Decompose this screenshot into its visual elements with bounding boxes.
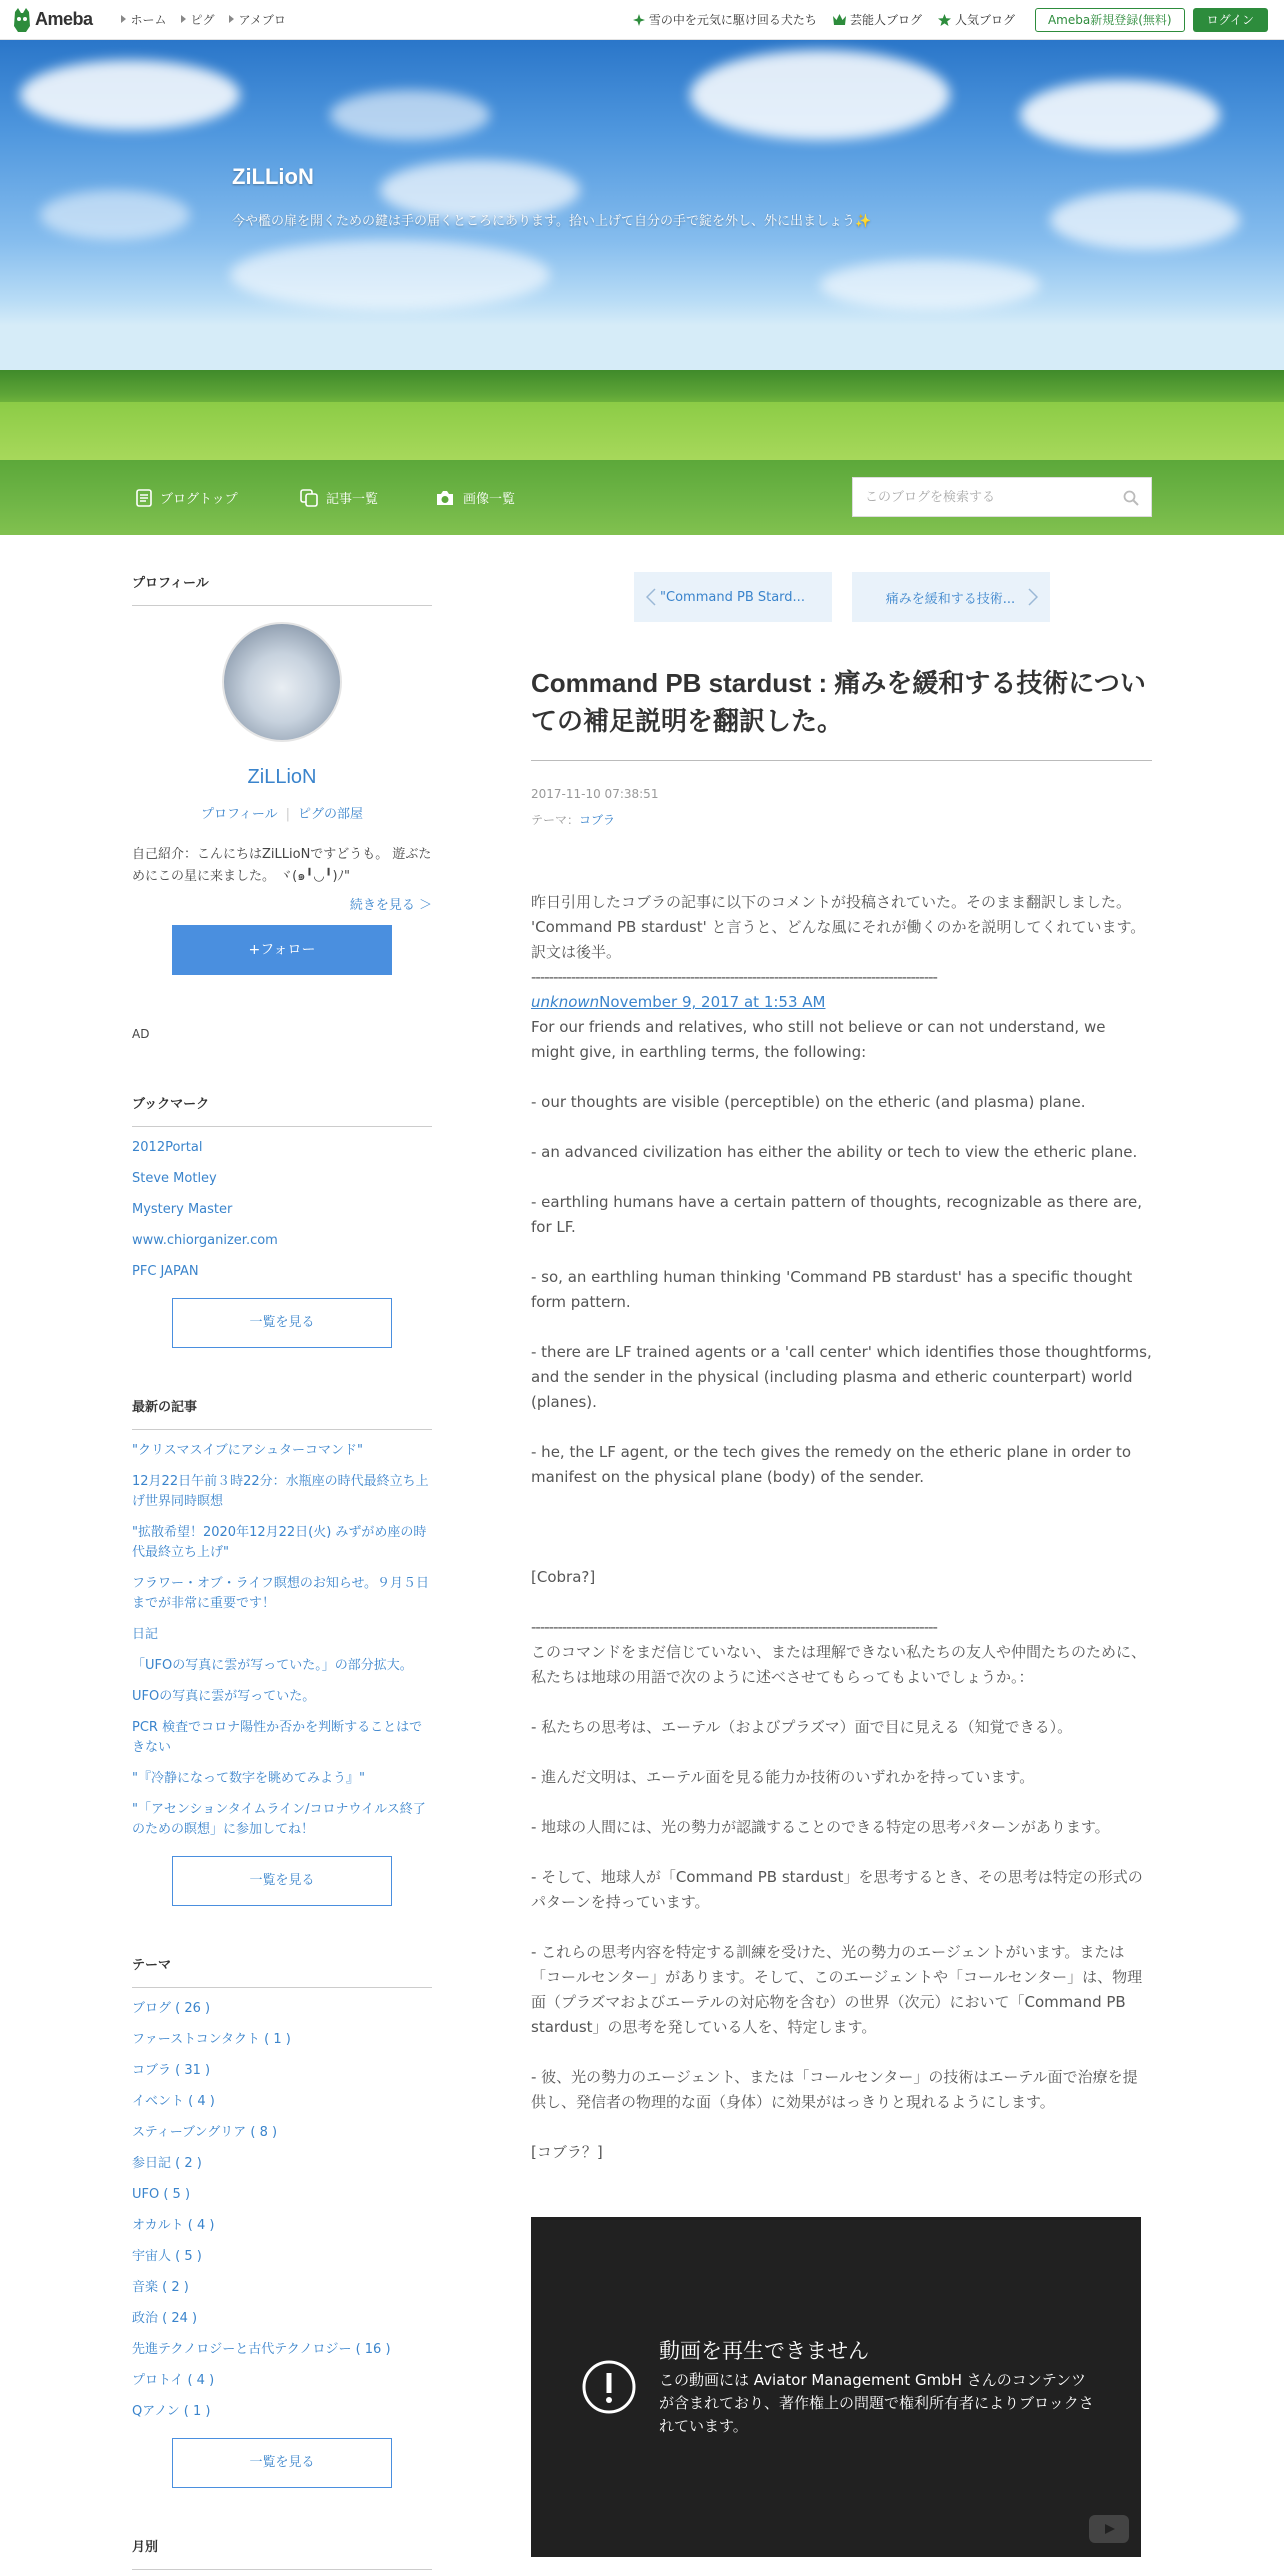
spacer: [531, 2115, 1152, 2140]
recent-article-link[interactable]: "クリスマスイブにアシュターコマンド": [132, 1443, 364, 1458]
comment-user-link[interactable]: unknown: [531, 993, 600, 1011]
bookmark-item[interactable]: Mystery Master: [132, 1202, 233, 1217]
blog-nav: [0, 460, 1284, 535]
theme-link[interactable]: ファーストコンタクト ( 1 ): [132, 2032, 291, 2047]
ameba-logo[interactable]: [12, 8, 93, 32]
bookmark-item[interactable]: Steve Motley: [132, 1171, 217, 1186]
profile-intro: 自己紹介：こんにちはZiLLioNですどうも。 遊ぶためにこの星に来ました。 ヾ(๑╹◡╹)ﾉ": [132, 847, 432, 884]
title-divider: [531, 760, 1152, 761]
ameba-mascot-icon: [12, 8, 32, 32]
copy-icon: [300, 489, 318, 507]
article-date: 2017-11-10 07:38:51: [531, 787, 659, 801]
chevron-left-icon: [646, 588, 656, 606]
recent-article-link[interactable]: フラワー・オブ・ライフ瞑想のお知らせ。９月５日までが非常に重要です！: [132, 1576, 430, 1611]
sky-cloud: [1020, 80, 1220, 150]
spacer: [531, 1540, 1152, 1565]
recent-article-link[interactable]: "『冷静になって数字を眺めてみよう』": [132, 1771, 365, 1786]
pig-room-link[interactable]: ピグの部屋: [298, 807, 364, 822]
recent-list: [132, 1441, 432, 1840]
nav-image-list-label: 画像一覧: [463, 492, 516, 507]
follow-button[interactable]: +フォロー: [172, 925, 392, 975]
profile-link[interactable]: プロフィール: [200, 807, 278, 822]
paragraph: - so, an earthling human thinking 'Command PB stardust' has a specific thought form pattern.: [531, 1268, 1133, 1311]
link-featured-topic[interactable]: [633, 11, 817, 28]
nav-ameblo[interactable]: アメブロ: [229, 11, 286, 28]
spacer: [531, 1590, 1152, 1615]
video-error-title: 動画を再生できません: [659, 2339, 869, 2363]
recent-heading: 最新の記事: [132, 1396, 432, 1430]
paragraph: - これらの思考内容を特定する訓練を受けた、光の勢力のエージェントがいます。または「コールセンター」があります。そして、このエージェントや「コールセンター」は、物理面（プラズマおよびエーテルの対応物を含む）の世界（次元）において「Command PB stardust」の思考を発している人を、特定します。: [531, 1943, 1143, 2036]
theme-prefix: テーマ：: [531, 813, 580, 827]
camera-icon: [435, 490, 455, 506]
monthly-heading: 月別: [132, 2536, 432, 2570]
theme-link[interactable]: オカルト ( 4 ): [132, 2218, 215, 2233]
recent-article-link[interactable]: UFOの写真に雲が写っていた。: [132, 1689, 316, 1704]
theme-link[interactable]: ブログ ( 26 ): [132, 2001, 211, 2016]
spacer: [531, 1740, 1152, 1765]
spacer: [531, 1790, 1152, 1815]
sky-cloud: [230, 240, 550, 310]
paragraph: - 私たちの思考は、エーテル（およびプラズマ）面で目に見える（知覚できる）。: [531, 1718, 1073, 1736]
link-popular-blogs[interactable]: [938, 11, 1015, 28]
theme-link[interactable]: イベント ( 4 ): [132, 2094, 215, 2109]
popular-blogs-label: 人気ブログ: [954, 13, 1015, 27]
theme-link[interactable]: プロトイ ( 4 ): [132, 2373, 215, 2388]
recent-article-link[interactable]: "「アセンションタイムライン/コロナウイルス終了のための瞑想」に参加してね！: [132, 1802, 426, 1837]
paragraph: - he, the LF agent, or the tech gives the remedy on the etheric plane in order to manifest on the physical plane (body) of the sender.: [531, 1443, 1132, 1486]
paragraph: - 彼、光の勢力のエージェント、または「コールセンター」の技術はエーテル面で治療を提供し、発信者の物理的な面（身体）に効果がはっきりと現れるようにします。: [531, 2068, 1138, 2111]
theme-see-all-button[interactable]: 一覧を見る: [172, 2438, 392, 2488]
next-article-button[interactable]: [852, 572, 1050, 622]
theme-link[interactable]: コブラ: [579, 813, 616, 827]
spacer: [531, 1165, 1152, 1190]
sky-cloud: [820, 260, 1040, 310]
theme-link[interactable]: 音楽 ( 2 ): [132, 2280, 189, 2295]
paragraph: - earthling humans have a certain pattern of thoughts, recognizable as there are, for LF.: [531, 1193, 1143, 1236]
nav-image-list[interactable]: [435, 488, 515, 507]
comment-date-link[interactable]: November 9, 2017 at 1:53 AM: [599, 993, 826, 1011]
paragraph: - 進んだ文明は、エーテル面を見る能力か技術のいずれかを持っています。: [531, 1768, 1035, 1786]
logo-text: Ameba: [35, 9, 93, 29]
profile-heading: プロフィール: [132, 572, 432, 606]
paragraph: - there are LF trained agents or a 'call center' which identifies those thoughtforms, and the sender in the physical (including plasma and etheric counterpart) world (planes).: [531, 1343, 1152, 1411]
spacer: [531, 1065, 1152, 1090]
theme-link[interactable]: UFO ( 5 ): [132, 2187, 191, 2202]
separator: |: [285, 807, 291, 822]
clover-icon: [633, 14, 645, 26]
profile-links: [132, 803, 432, 822]
theme-link[interactable]: 参日記 ( 2 ): [132, 2156, 202, 2171]
nav-pig[interactable]: ピグ: [181, 11, 215, 28]
comment-meta: [531, 990, 1152, 1015]
spacer: [531, 1515, 1152, 1540]
crown-icon: [833, 14, 846, 25]
paragraph: 'Command PB stardust' と言うと、どんな風にそれが働くのかを説明してくれています。訳文は後半。: [531, 918, 1146, 961]
dashed-separator: --------------------------------------------------------------------------------------------: [531, 968, 937, 986]
chevron-right-icon: [1028, 588, 1038, 606]
sky-cloud: [40, 190, 190, 240]
recent-article-link[interactable]: 「UFOの写真に雲が写っていた。」の部分拡大。: [132, 1658, 413, 1673]
spacer: [531, 1315, 1152, 1340]
recent-article-link[interactable]: PCR 検査でコロナ陽性か否かを判断することはできない: [132, 1720, 423, 1755]
spacer: [531, 1115, 1152, 1140]
theme-link[interactable]: スティーブングリア ( 8 ): [132, 2125, 278, 2140]
theme-list: [132, 1999, 432, 2422]
profile-name[interactable]: ZiLLioN: [247, 766, 317, 788]
spacer: [531, 1415, 1152, 1440]
nav-blog-top[interactable]: [136, 488, 238, 507]
spacer: [531, 2040, 1152, 2065]
sky-cloud: [330, 90, 490, 140]
spacer: [531, 1690, 1152, 1715]
star-icon: [938, 14, 951, 26]
global-header: [0, 0, 1284, 40]
spacer: [531, 1490, 1152, 1515]
next-article-label: 痛みを緩和する技術...: [885, 591, 1016, 607]
paragraph: [Cobra?]: [531, 1568, 596, 1586]
bookmark-see-all-button[interactable]: 一覧を見る: [172, 1298, 392, 1348]
paragraph: 昨日引用したコブラの記事に以下のコメントが投稿されていた。そのまま翻訳しました。: [531, 893, 1132, 911]
blog-title[interactable]: ZiLLioN: [232, 164, 314, 189]
document-icon: [136, 489, 152, 507]
theme-link[interactable]: コブラ ( 31 ): [132, 2063, 211, 2078]
paragraph: [コブラ？]: [531, 2143, 603, 2161]
recent-see-all-button[interactable]: 一覧を見る: [172, 1856, 392, 1906]
search-icon[interactable]: [1123, 490, 1139, 506]
sidebar: [132, 572, 432, 2570]
avatar[interactable]: [222, 622, 342, 742]
featured-topic-label: 雪の中を元気に駆け回る犬たち: [648, 13, 817, 27]
paragraph: このコマンドをまだ信じていない、または理解できない私たちの友人や仲間たちのために、私たちは地球の用語で次のように述べさせてもらってもよいでしょうか。：: [531, 1643, 1147, 1686]
paragraph: For our friends and relatives, who still not believe or can not understand, we might give, in earthling terms, the following:: [531, 1018, 1106, 1061]
recent-article-link[interactable]: 12月22日午前３時22分：水瓶座の時代最終立ち上げ世界同時瞑想: [132, 1474, 429, 1509]
paragraph: - そして、地球人が「Command PB stardust」を思考するとき、その思考は特定の形式のパターンを持っています。: [531, 1868, 1143, 1911]
nav-blog-top-label: ブログトップ: [160, 492, 238, 507]
ad-label: AD: [132, 1027, 150, 1041]
article-body: [531, 890, 1152, 2165]
nav-article-list-label: 記事一覧: [326, 492, 379, 507]
sky-cloud: [1050, 190, 1240, 250]
sky-cloud: [20, 60, 240, 130]
nav-home[interactable]: ホーム: [121, 11, 167, 28]
theme-link[interactable]: Qアノン ( 1 ): [132, 2404, 211, 2419]
global-nav: [107, 11, 286, 28]
bookmark-list: [132, 1138, 432, 1282]
article-theme: [531, 811, 1152, 828]
theme-link[interactable]: 先進テクノロジーと古代テクノロジー ( 16 ): [132, 2342, 391, 2357]
login-button[interactable]: ログイン: [1193, 8, 1268, 32]
bookmark-item[interactable]: www.chiorganizer.com: [132, 1233, 278, 1248]
recent-article-link[interactable]: "拡散希望！2020年12月22日(火) みずがめ座の時代最終立ち上げ": [132, 1525, 427, 1560]
grass-field: [0, 402, 1284, 460]
spacer: [531, 1915, 1152, 1940]
paragraph: - 地球の人間には、光の勢力が認識することのできる特定の思考パターンがあります。: [531, 1818, 1110, 1836]
sky-cloud: [690, 50, 950, 140]
theme-heading: テーマ: [132, 1954, 432, 1988]
theme-link[interactable]: 政治 ( 24 ): [132, 2311, 198, 2326]
blog-search-input[interactable]: [865, 490, 1105, 505]
article-title: Command PB stardust : 痛みを緩和する技術についての補足説明を翻訳した。: [531, 668, 1146, 736]
dashed-separator: --------------------------------------------------------------------------------------------: [531, 1618, 937, 1636]
embedded-video[interactable]: [531, 2217, 1141, 2557]
nav-article-list[interactable]: [300, 488, 378, 507]
paragraph: - our thoughts are visible (perceptible) on the etheric (and plasma) plane.: [531, 1093, 1086, 1111]
blog-description: 今や檻の扉を開くための鍵は手の届くところにあります。拾い上げて自分の手で錠を外し、外に出ましょう✨: [232, 214, 872, 229]
read-more-link[interactable]: 続きを見る ＞: [349, 898, 432, 913]
celebrity-blogs-label: 芸能人ブログ: [849, 13, 922, 27]
article: [531, 572, 1152, 2557]
article-pager: [531, 572, 1152, 622]
theme-link[interactable]: 宇宙人 ( 5 ): [132, 2249, 202, 2264]
youtube-logo-icon[interactable]: [1089, 2515, 1129, 2543]
bookmark-item[interactable]: 2012Portal: [132, 1140, 203, 1155]
prev-article-label: "Command PB Stard...: [660, 589, 805, 605]
bookmark-item[interactable]: PFC JAPAN: [132, 1264, 199, 1279]
recent-article-link[interactable]: 日記: [132, 1627, 159, 1642]
prev-article-button[interactable]: [634, 572, 832, 622]
alert-icon: [581, 2359, 637, 2415]
blog-header: [0, 40, 1284, 460]
paragraph: - an advanced civilization has either the ability or tech to view the etheric plane.: [531, 1143, 1138, 1161]
bookmark-heading: ブックマーク: [132, 1093, 432, 1127]
spacer: [531, 1240, 1152, 1265]
register-button[interactable]: Ameba新規登録(無料): [1035, 8, 1185, 32]
link-celebrity-blogs[interactable]: [833, 11, 922, 28]
spacer: [531, 1840, 1152, 1865]
video-error-message: この動画には Aviator Management GmbH さんのコンテンツが含まれており、著作権上の問題で権利所有者によりブロックされています。: [659, 2371, 1094, 2435]
blog-search: [852, 477, 1152, 517]
